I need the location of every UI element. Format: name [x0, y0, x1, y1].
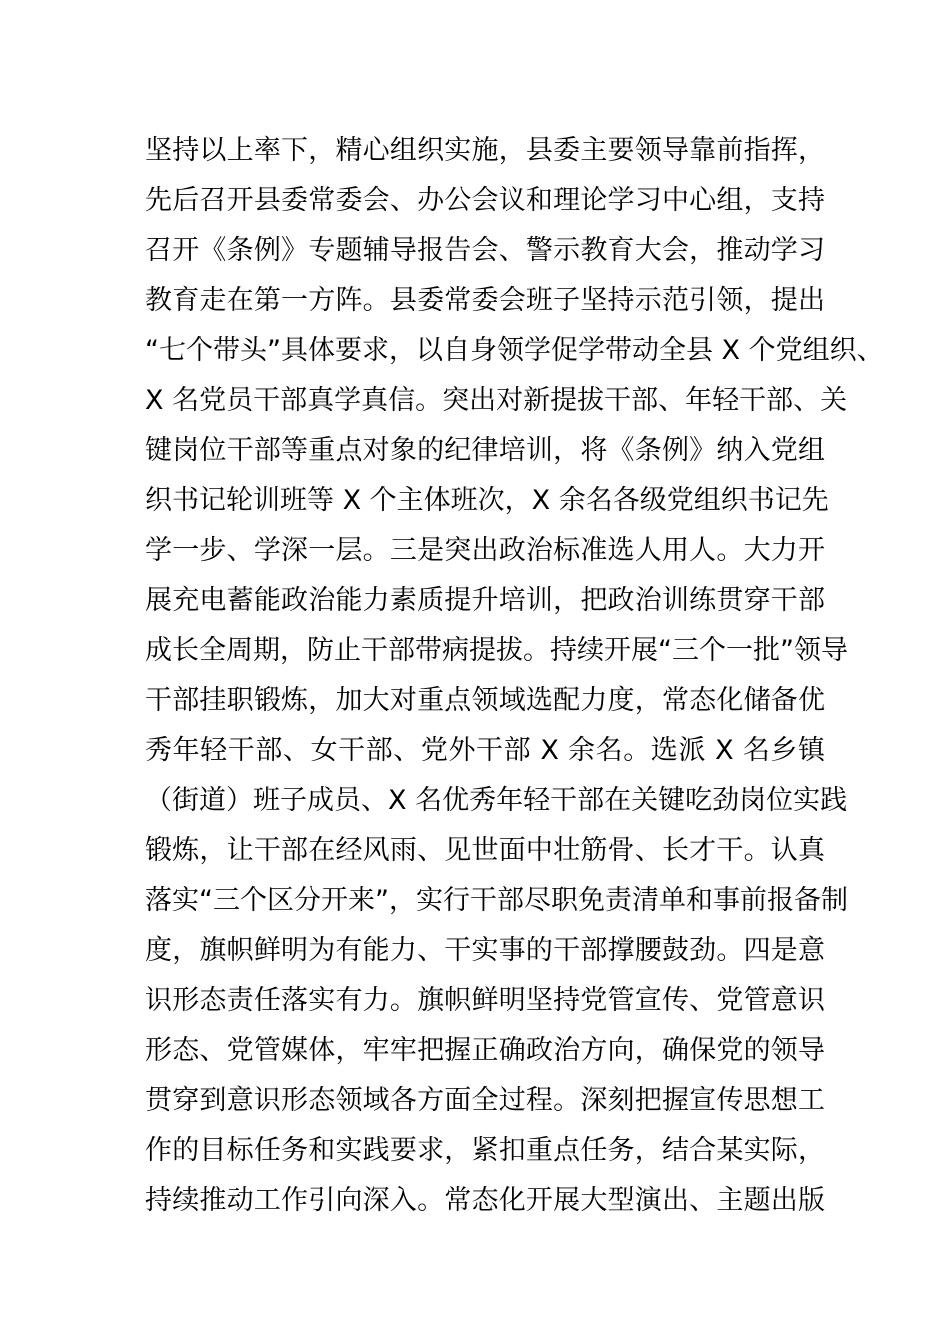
text-line-13: 秀年轻干部、女干部、党外干部 X 余名。选派 X 名乡镇 — [145, 735, 825, 766]
text-line-15: 锻炼，让干部在经风雨、见世面中壮筋骨、长才干。认真 — [145, 835, 825, 866]
text-line-6: X 名党员干部真学真信。突出对新提拔干部、年轻干部、关 — [145, 385, 848, 416]
text-line-4: 教育走在第一方阵。县委常委会班子坚持示范引领，提出 — [145, 285, 825, 316]
text-line-22: 持续推动工作引向深入。常态化开展大型演出、主题出版 — [145, 1185, 825, 1216]
text-line-16: 落实“三个区分开来”，实行干部尽职免责清单和事前报备制 — [145, 885, 848, 916]
text-line-9: 学一步、学深一层。三是突出政治标准选人用人。大力开 — [145, 535, 825, 566]
text-line-12: 干部挂职锻炼，加大对重点领域选配力度，常态化储备优 — [145, 685, 825, 716]
text-line-21: 作的目标任务和实践要求，紧扣重点任务，结合某实际， — [145, 1135, 825, 1166]
text-line-20: 贯穿到意识形态领域各方面全过程。深刻把握宣传思想工 — [145, 1085, 825, 1116]
text-line-7: 键岗位干部等重点对象的纪律培训，将《条例》纳入党组 — [145, 435, 825, 466]
text-line-18: 识形态责任落实有力。旗帜鲜明坚持党管宣传、党管意识 — [145, 985, 825, 1016]
text-line-10: 展充电蓄能政治能力素质提升培训，把政治训练贯穿干部 — [145, 585, 825, 616]
text-line-8: 织书记轮训班等 X 个主体班次，X 余名各级党组织书记先 — [145, 485, 829, 516]
text-line-17: 度，旗帜鲜明为有能力、干实事的干部撑腰鼓劲。四是意 — [145, 935, 825, 966]
text-line-5: “七个带头”具体要求，以自身领学促学带动全县 X 个党组织、 — [145, 335, 884, 366]
text-line-14: （街道）班子成员、X 名优秀年轻干部在关键吃劲岗位实践 — [145, 785, 848, 816]
text-line-11: 成长全周期，防止干部带病提拔。持续开展“三个一批”领导 — [145, 635, 848, 666]
text-line-1: 坚持以上率下，精心组织实施，县委主要领导靠前指挥， — [145, 135, 825, 166]
text-line-2: 先后召开县委常委会、办公会议和理论学习中心组，支持 — [145, 185, 825, 216]
text-line-3: 召开《条例》专题辅导报告会、警示教育大会，推动学习 — [145, 235, 825, 266]
text-line-19: 形态、党管媒体，牢牢把握正确政治方向，确保党的领导 — [145, 1035, 825, 1066]
body-paragraph — [145, 126, 884, 1226]
